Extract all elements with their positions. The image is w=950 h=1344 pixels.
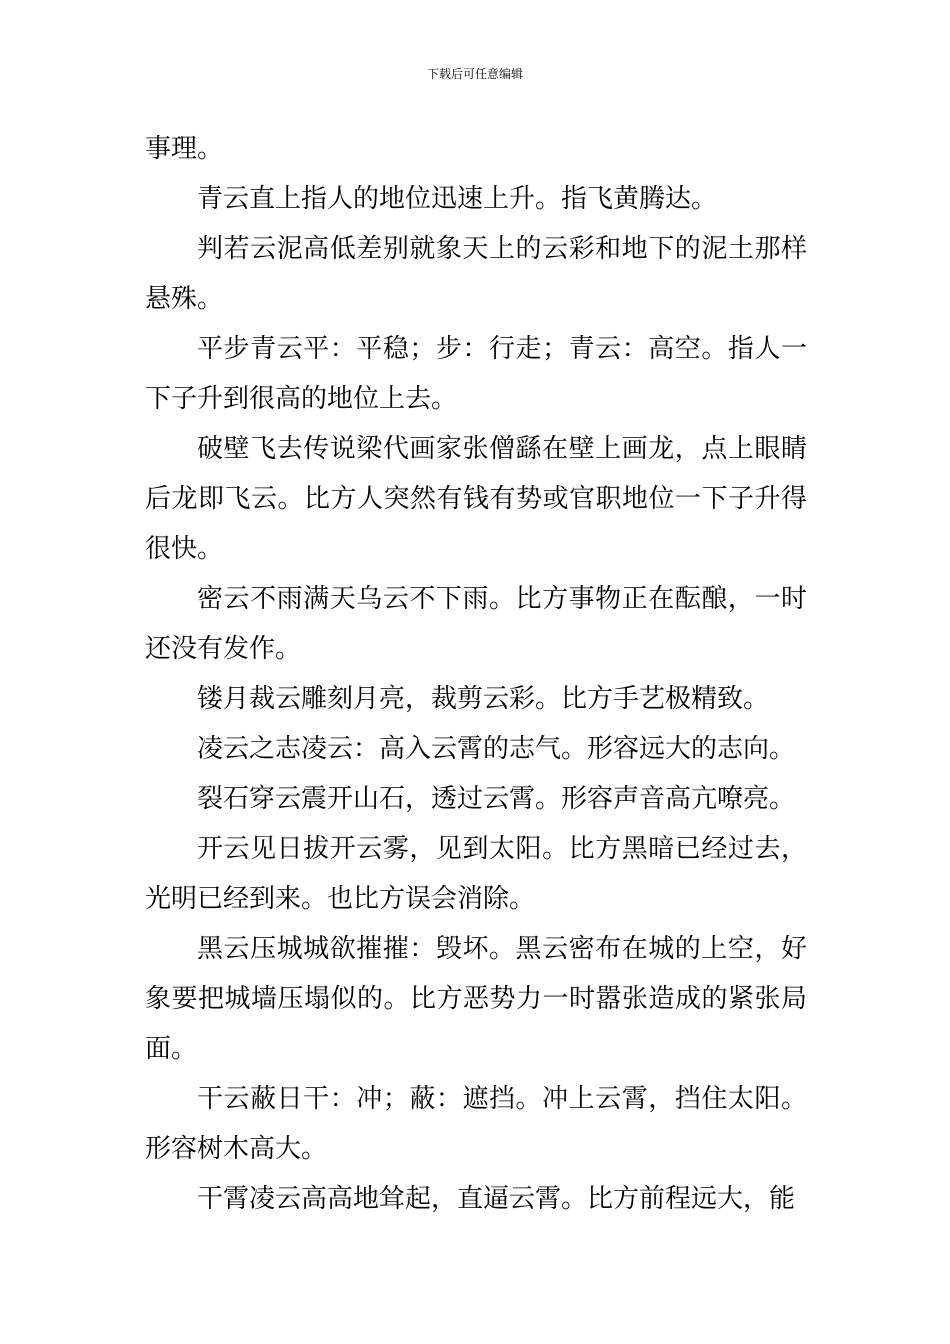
paragraph: 事理。 [145,134,224,164]
paragraph: 镂月裁云雕刻月亮，裁剪云彩。比方手艺极精致。 [197,684,770,714]
paragraph: 裂石穿云震开山石，透过云霄。形容声音高亢嘹亮。 [197,784,796,814]
paragraph: 青云直上指人的地位迅速上升。指飞黄腾达。 [197,184,718,214]
paragraph: 平步青云平：平稳；步：行走；青云：高空。指人一下子升到很高的地位上去。 [145,334,807,414]
paragraph: 开云见日拔开云雾，见到太阳。比方黑暗已经过去，光明已经到来。也比方误会消除。 [145,834,807,914]
paragraph: 破壁飞去传说梁代画家张僧繇在壁上画龙，点上眼睛后龙即飞云。比方人突然有钱有势或官职地位一下子升得很快。 [145,434,807,564]
page-header: 下载后可任意编辑 [426,67,523,81]
paragraph: 黑云压城城欲摧摧：毁坏。黑云密布在城的上空，好象要把城墙压塌似的。比方恶势力一时嚣张造成的紧张局面。 [145,934,807,1064]
paragraph: 干云蔽日干：冲；蔽：遮挡。冲上云霄，挡住太阳。形容树木高大。 [145,1084,807,1164]
paragraph: 密云不雨满天乌云不下雨。比方事物正在酝酿，一时还没有发作。 [145,584,807,664]
paragraph: 干霄凌云高高地耸起，直逼云霄。比方前程远大，能 [197,1184,796,1214]
paragraph: 判若云泥高低差别就象天上的云彩和地下的泥土那样悬殊。 [145,234,807,314]
paragraph: 凌云之志凌云：高入云霄的志气。形容远大的志向。 [197,734,796,764]
document-body [145,124,807,1224]
